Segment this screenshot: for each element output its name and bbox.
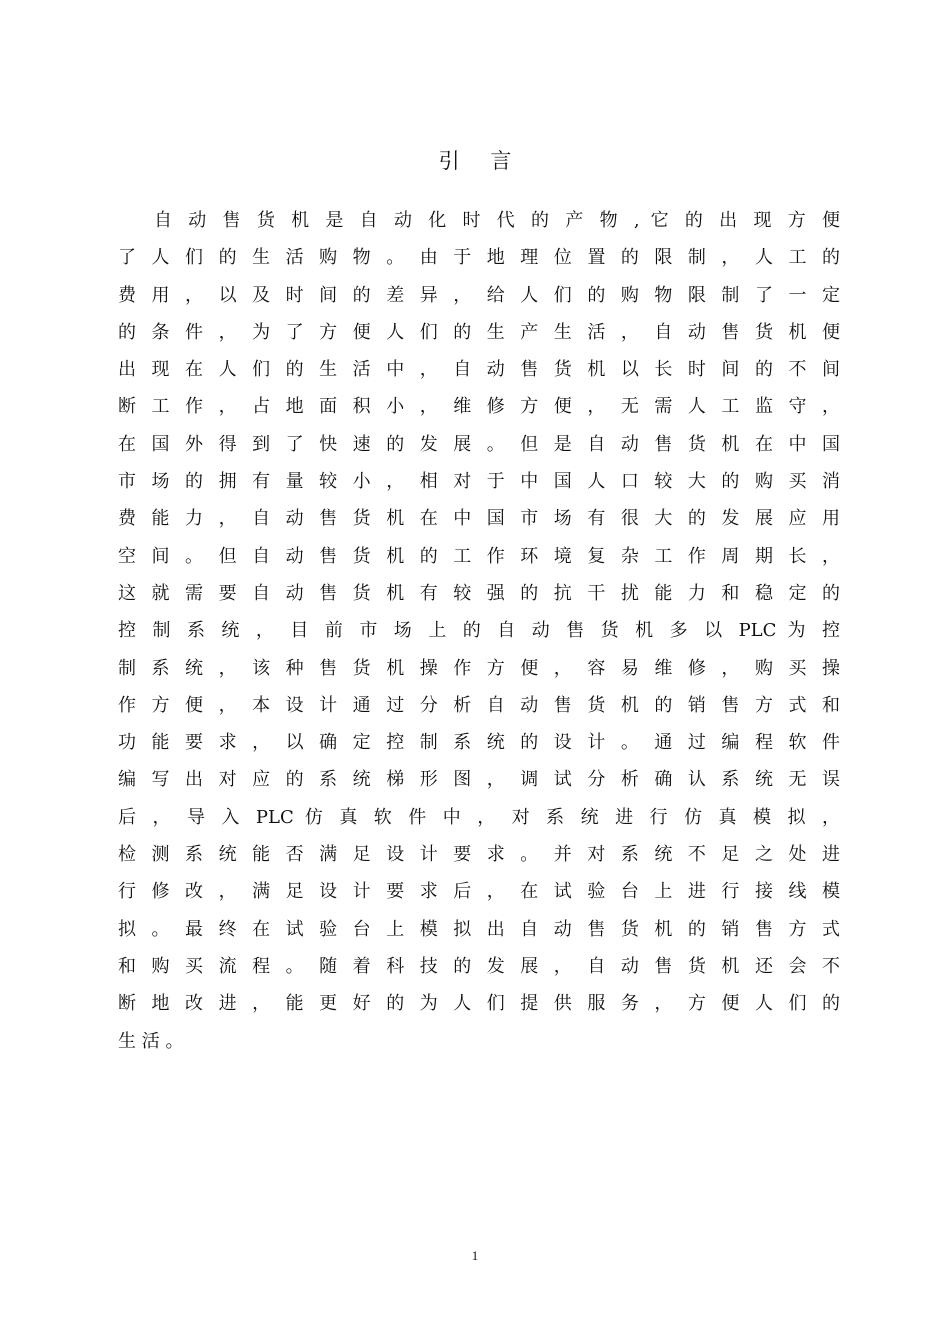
paragraph-line: 检 测 系 统 能 否 满 足 设 计 要 求 。 并 对 系 统 不 足 之 处 进	[118, 844, 840, 866]
page-number: 1	[471, 1248, 479, 1263]
paragraph-line: 这 就 需 要 自 动 售 货 机 有 较 强 的 抗 干 扰 能 力 和 稳 定 的	[118, 582, 840, 604]
paragraph-line: 行 修 改 ， 满 足 设 计 要 求 后 ， 在 试 验 台 上 进 行 接 线 模	[118, 881, 840, 903]
paragraph-line: 断 地 改 进 ， 能 更 好 的 为 人 们 提 供 服 务 ， 方 便 人 们 的	[118, 993, 840, 1015]
paragraph-line: 断 工 作 ， 占 地 面 积 小 ， 维 修 方 便 ， 无 需 人 工 监 守 ，	[118, 396, 840, 418]
body-paragraph	[118, 202, 840, 1060]
paragraph-line: 控 制 系 统 ， 目 前 市 场 上 的 自 动 售 货 机 多 以 PLC 为 控	[118, 620, 840, 642]
paragraph-line: 功 能 要 求 ， 以 确 定 控 制 系 统 的 设 计 。 通 过 编 程 软 件	[118, 732, 840, 754]
paragraph-line: 作 方 便 ， 本 设 计 通 过 分 析 自 动 售 货 机 的 销 售 方 式 和	[118, 694, 840, 716]
paragraph-line: 的 条 件 ， 为 了 方 便 人 们 的 生 产 生 活 ， 自 动 售 货 机 便	[118, 321, 840, 343]
paragraph-line: 和 购 买 流 程 。 随 着 科 技 的 发 展 ， 自 动 售 货 机 还 会 不	[118, 955, 840, 977]
paragraph-line: 制 系 统 ， 该 种 售 货 机 操 作 方 便 ， 容 易 维 修 ， 购 买 操	[118, 657, 840, 679]
paragraph-line: 费 用 ， 以 及 时 间 的 差 异 ， 给 人 们 的 购 物 限 制 了 一 定	[118, 284, 840, 306]
paragraph-line: 空 间 。 但 自 动 售 货 机 的 工 作 环 境 复 杂 工 作 周 期 长 ，	[118, 545, 840, 567]
paragraph-line: 后 ， 导 入 PLC 仿 真 软 件 中 ， 对 系 统 进 行 仿 真 模 拟 ，	[118, 806, 840, 828]
page-title: 引 言	[438, 149, 524, 173]
paragraph-line: 编 写 出 对 应 的 系 统 梯 形 图 ， 调 试 分 析 确 认 系 统 无 误	[118, 769, 840, 791]
paragraph-line: 市 场 的 拥 有 量 较 小 ， 相 对 于 中 国 人 口 较 大 的 购 买 消	[118, 471, 840, 493]
paragraph-line: 拟 。 最 终 在 试 验 台 上 模 拟 出 自 动 售 货 机 的 销 售 方 式	[118, 918, 840, 940]
paragraph-line: 出 现 在 人 们 的 生 活 中 ， 自 动 售 货 机 以 长 时 间 的 不 间	[118, 359, 840, 381]
paragraph-line: 费 能 力 ， 自 动 售 货 机 在 中 国 市 场 有 很 大 的 发 展 应 用	[118, 508, 840, 530]
paragraph-line: 了 人 们 的 生 活 购 物 。 由 于 地 理 位 置 的 限 制 ， 人 工 的	[118, 247, 840, 269]
paragraph-line: 在 国 外 得 到 了 快 速 的 发 展 。 但 是 自 动 售 货 机 在 中 国	[118, 433, 840, 455]
paragraph-line: 自 动 售 货 机 是 自 动 化 时 代 的 产 物 , 它 的 出 现 方 便	[154, 210, 840, 231]
paragraph-line: 生 活 。	[118, 1030, 184, 1052]
